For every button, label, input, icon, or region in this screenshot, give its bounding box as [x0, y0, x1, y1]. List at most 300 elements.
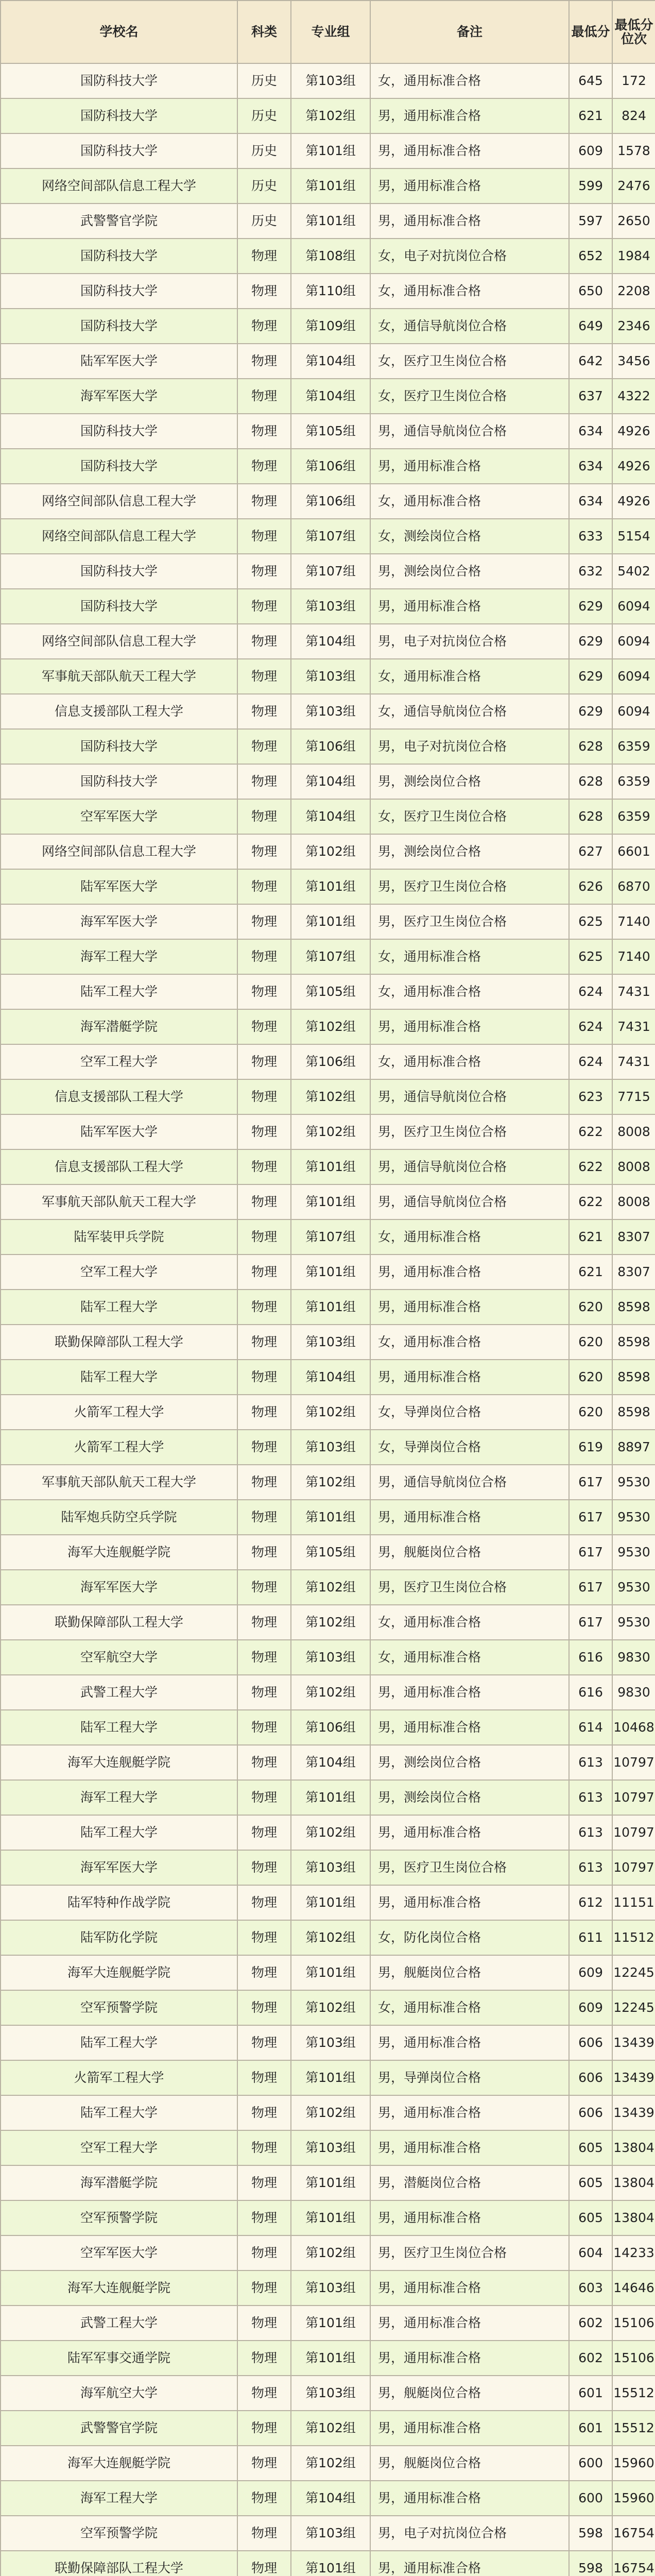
table-row: [1, 799, 655, 834]
remarks-cell: 女，医疗卫生岗位合格: [370, 799, 569, 834]
subject-category-cell: 物理: [237, 2165, 291, 2200]
table-row: [1, 1640, 655, 1675]
table-row: [1, 589, 655, 624]
remarks-cell: 女，通用标准合格: [370, 974, 569, 1009]
school-name-cell: 陆军工程大学: [1, 1710, 237, 1745]
subject-category-cell: 物理: [237, 869, 291, 904]
remarks-cell: 男，通用标准合格: [370, 1290, 569, 1325]
header-min-score: 最低分: [569, 1, 612, 63]
min-rank-cell: 6870: [612, 869, 655, 904]
subject-category-cell: 历史: [237, 133, 291, 168]
school-name-cell: 海军军医大学: [1, 904, 237, 939]
min-score-cell: 634: [569, 414, 612, 449]
school-name-cell: 信息支援部队工程大学: [1, 1079, 237, 1114]
min-rank-cell: 9530: [612, 1570, 655, 1605]
major-group-cell: 第102组: [291, 1395, 370, 1430]
school-name-cell: 空军工程大学: [1, 2130, 237, 2165]
remarks-cell: 男，通信导航岗位合格: [370, 414, 569, 449]
min-score-cell: 634: [569, 449, 612, 484]
min-rank-cell: 4926: [612, 484, 655, 519]
subject-category-cell: 物理: [237, 1885, 291, 1920]
table-row: [1, 904, 655, 939]
subject-category-cell: 物理: [237, 2341, 291, 2376]
min-score-cell: 625: [569, 939, 612, 974]
table-row: [1, 274, 655, 309]
subject-category-cell: 物理: [237, 1290, 291, 1325]
min-rank-cell: 8598: [612, 1360, 655, 1395]
remarks-cell: 男，通用标准合格: [370, 168, 569, 204]
min-rank-cell: 7140: [612, 939, 655, 974]
school-name-cell: 国防科技大学: [1, 554, 237, 589]
remarks-cell: 男，电子对抗岗位合格: [370, 2516, 569, 2551]
major-group-cell: 第102组: [291, 98, 370, 133]
major-group-cell: 第102组: [291, 2095, 370, 2130]
major-group-cell: 第106组: [291, 1710, 370, 1745]
min-score-cell: 614: [569, 1710, 612, 1745]
table-row: [1, 168, 655, 204]
subject-category-cell: 物理: [237, 2130, 291, 2165]
remarks-cell: 男，导弹岗位合格: [370, 2060, 569, 2095]
table-row: [1, 2200, 655, 2235]
remarks-cell: 男，通用标准合格: [370, 1885, 569, 1920]
major-group-cell: 第101组: [291, 1955, 370, 1990]
remarks-cell: 女，通信导航岗位合格: [370, 694, 569, 729]
school-name-cell: 海军大连舰艇学院: [1, 1955, 237, 1990]
school-name-cell: 国防科技大学: [1, 98, 237, 133]
table-row: [1, 2376, 655, 2411]
table-row: [1, 2306, 655, 2341]
min-score-cell: 623: [569, 1079, 612, 1114]
min-score-cell: 620: [569, 1290, 612, 1325]
remarks-cell: 男，医疗卫生岗位合格: [370, 1114, 569, 1149]
subject-category-cell: 物理: [237, 2446, 291, 2481]
min-score-cell: 621: [569, 98, 612, 133]
table-row: [1, 1009, 655, 1044]
subject-category-cell: 物理: [237, 1465, 291, 1500]
min-rank-cell: 8307: [612, 1255, 655, 1290]
major-group-cell: 第101组: [291, 204, 370, 239]
school-name-cell: 陆军军医大学: [1, 869, 237, 904]
min-rank-cell: 4322: [612, 379, 655, 414]
min-rank-cell: 14646: [612, 2270, 655, 2306]
school-name-cell: 国防科技大学: [1, 274, 237, 309]
min-rank-cell: 4926: [612, 414, 655, 449]
min-score-cell: 613: [569, 1815, 612, 1850]
min-rank-cell: 2476: [612, 168, 655, 204]
school-name-cell: 武警警官学院: [1, 2411, 237, 2446]
remarks-cell: 男，通用标准合格: [370, 2306, 569, 2341]
major-group-cell: 第101组: [291, 1500, 370, 1535]
min-rank-cell: 6359: [612, 729, 655, 764]
min-rank-cell: 1984: [612, 239, 655, 274]
major-group-cell: 第104组: [291, 344, 370, 379]
min-score-cell: 624: [569, 1009, 612, 1044]
table-row: [1, 1044, 655, 1079]
remarks-cell: 女，通信导航岗位合格: [370, 309, 569, 344]
remarks-cell: 女，通用标准合格: [370, 63, 569, 98]
subject-category-cell: 历史: [237, 204, 291, 239]
subject-category-cell: 物理: [237, 1955, 291, 1990]
table-row: [1, 1885, 655, 1920]
school-name-cell: 国防科技大学: [1, 414, 237, 449]
major-group-cell: 第101组: [291, 133, 370, 168]
school-name-cell: 火箭军工程大学: [1, 2060, 237, 2095]
table-row: [1, 974, 655, 1009]
header-remarks: 备注: [370, 1, 569, 63]
min-score-cell: 612: [569, 1885, 612, 1920]
subject-category-cell: 物理: [237, 1990, 291, 2025]
table-row: [1, 1535, 655, 1570]
min-score-cell: 634: [569, 484, 612, 519]
subject-category-cell: 物理: [237, 764, 291, 799]
school-name-cell: 海军航空大学: [1, 2376, 237, 2411]
remarks-cell: 男，通用标准合格: [370, 1815, 569, 1850]
subject-category-cell: 物理: [237, 1640, 291, 1675]
major-group-cell: 第104组: [291, 379, 370, 414]
school-name-cell: 陆军工程大学: [1, 1815, 237, 1850]
min-rank-cell: 172: [612, 63, 655, 98]
header-major-group: 专业组: [291, 1, 370, 63]
min-rank-cell: 7431: [612, 1044, 655, 1079]
subject-category-cell: 物理: [237, 1149, 291, 1184]
min-rank-cell: 2346: [612, 309, 655, 344]
min-rank-cell: 824: [612, 98, 655, 133]
min-score-cell: 628: [569, 799, 612, 834]
table-row: [1, 1710, 655, 1745]
subject-category-cell: 物理: [237, 2095, 291, 2130]
major-group-cell: 第102组: [291, 2446, 370, 2481]
table-row: [1, 1219, 655, 1255]
subject-category-cell: 物理: [237, 1184, 291, 1219]
major-group-cell: 第101组: [291, 1290, 370, 1325]
min-rank-cell: 8897: [612, 1430, 655, 1465]
remarks-cell: 女，通用标准合格: [370, 1044, 569, 1079]
min-score-cell: 601: [569, 2376, 612, 2411]
min-score-cell: 620: [569, 1360, 612, 1395]
min-score-cell: 619: [569, 1430, 612, 1465]
school-name-cell: 空军军医大学: [1, 2235, 237, 2270]
table-row: [1, 2446, 655, 2481]
min-rank-cell: 4926: [612, 449, 655, 484]
min-score-cell: 632: [569, 554, 612, 589]
remarks-cell: 男，医疗卫生岗位合格: [370, 2235, 569, 2270]
major-group-cell: 第102组: [291, 1009, 370, 1044]
major-group-cell: 第103组: [291, 1430, 370, 1465]
table-row: [1, 1745, 655, 1780]
school-name-cell: 武警警官学院: [1, 204, 237, 239]
table-row: [1, 239, 655, 274]
school-name-cell: 信息支援部队工程大学: [1, 694, 237, 729]
subject-category-cell: 历史: [237, 98, 291, 133]
min-score-cell: 628: [569, 764, 612, 799]
min-score-cell: 621: [569, 1219, 612, 1255]
table-row: [1, 2270, 655, 2306]
major-group-cell: 第101组: [291, 2165, 370, 2200]
major-group-cell: 第102组: [291, 2235, 370, 2270]
table-row: [1, 1990, 655, 2025]
min-rank-cell: 15106: [612, 2306, 655, 2341]
school-name-cell: 海军军医大学: [1, 379, 237, 414]
min-rank-cell: 10468: [612, 1710, 655, 1745]
major-group-cell: 第103组: [291, 2270, 370, 2306]
min-score-cell: 609: [569, 133, 612, 168]
min-rank-cell: 13804: [612, 2130, 655, 2165]
school-name-cell: 火箭军工程大学: [1, 1430, 237, 1465]
min-score-cell: 629: [569, 624, 612, 659]
subject-category-cell: 物理: [237, 1745, 291, 1780]
remarks-cell: 男，通信导航岗位合格: [370, 1465, 569, 1500]
remarks-cell: 女，医疗卫生岗位合格: [370, 344, 569, 379]
school-name-cell: 海军工程大学: [1, 1780, 237, 1815]
remarks-cell: 女，通用标准合格: [370, 1605, 569, 1640]
min-rank-cell: 7431: [612, 1009, 655, 1044]
school-name-cell: 海军潜艇学院: [1, 1009, 237, 1044]
remarks-cell: 男，医疗卫生岗位合格: [370, 1850, 569, 1885]
min-score-cell: 621: [569, 1255, 612, 1290]
major-group-cell: 第101组: [291, 2341, 370, 2376]
table-row: [1, 1255, 655, 1290]
min-score-cell: 609: [569, 1955, 612, 1990]
major-group-cell: 第106组: [291, 729, 370, 764]
subject-category-cell: 物理: [237, 1114, 291, 1149]
min-score-cell: 626: [569, 869, 612, 904]
major-group-cell: 第108组: [291, 239, 370, 274]
table-row: [1, 1500, 655, 1535]
subject-category-cell: 物理: [237, 1605, 291, 1640]
min-score-cell: 624: [569, 1044, 612, 1079]
remarks-cell: 男，医疗卫生岗位合格: [370, 904, 569, 939]
major-group-cell: 第103组: [291, 2376, 370, 2411]
table-row: [1, 1079, 655, 1114]
remarks-cell: 男，电子对抗岗位合格: [370, 729, 569, 764]
table-row: [1, 1184, 655, 1219]
min-score-cell: 625: [569, 904, 612, 939]
school-name-cell: 空军预警学院: [1, 2516, 237, 2551]
major-group-cell: 第101组: [291, 2551, 370, 2576]
subject-category-cell: 物理: [237, 2551, 291, 2576]
remarks-cell: 男，通信导航岗位合格: [370, 1184, 569, 1219]
min-score-cell: 606: [569, 2060, 612, 2095]
min-rank-cell: 8598: [612, 1325, 655, 1360]
min-score-cell: 600: [569, 2446, 612, 2481]
min-score-cell: 606: [569, 2095, 612, 2130]
school-name-cell: 军事航天部队航天工程大学: [1, 1184, 237, 1219]
min-score-cell: 606: [569, 2025, 612, 2060]
min-score-cell: 600: [569, 2481, 612, 2516]
remarks-cell: 男，通用标准合格: [370, 2481, 569, 2516]
min-score-cell: 604: [569, 2235, 612, 2270]
subject-category-cell: 物理: [237, 2411, 291, 2446]
min-score-cell: 620: [569, 1325, 612, 1360]
remarks-cell: 男，通用标准合格: [370, 2200, 569, 2235]
school-name-cell: 海军工程大学: [1, 2481, 237, 2516]
major-group-cell: 第101组: [291, 1184, 370, 1219]
major-group-cell: 第102组: [291, 1465, 370, 1500]
min-rank-cell: 8598: [612, 1290, 655, 1325]
min-score-cell: 613: [569, 1780, 612, 1815]
table-row: [1, 2130, 655, 2165]
min-rank-cell: 5154: [612, 519, 655, 554]
remarks-cell: 男，通用标准合格: [370, 1500, 569, 1535]
school-name-cell: 陆军工程大学: [1, 2095, 237, 2130]
table-row: [1, 1780, 655, 1815]
min-score-cell: 617: [569, 1570, 612, 1605]
subject-category-cell: 物理: [237, 1009, 291, 1044]
school-name-cell: 空军预警学院: [1, 2200, 237, 2235]
min-rank-cell: 6601: [612, 834, 655, 869]
remarks-cell: 男，舰艇岗位合格: [370, 2376, 569, 2411]
min-rank-cell: 9830: [612, 1675, 655, 1710]
table-row: [1, 2516, 655, 2551]
remarks-cell: 男，医疗卫生岗位合格: [370, 1570, 569, 1605]
subject-category-cell: 物理: [237, 2025, 291, 2060]
remarks-cell: 男，测绘岗位合格: [370, 834, 569, 869]
table-row: [1, 694, 655, 729]
min-rank-cell: 8307: [612, 1219, 655, 1255]
major-group-cell: 第102组: [291, 1079, 370, 1114]
major-group-cell: 第102组: [291, 2411, 370, 2446]
min-score-cell: 637: [569, 379, 612, 414]
min-score-cell: 622: [569, 1149, 612, 1184]
table-row: [1, 1605, 655, 1640]
remarks-cell: 男，通用标准合格: [370, 133, 569, 168]
min-score-cell: 617: [569, 1535, 612, 1570]
major-group-cell: 第106组: [291, 484, 370, 519]
table-row: [1, 414, 655, 449]
table-row: [1, 204, 655, 239]
table-row: [1, 309, 655, 344]
subject-category-cell: 物理: [237, 1710, 291, 1745]
subject-category-cell: 物理: [237, 274, 291, 309]
table-row: [1, 659, 655, 694]
remarks-cell: 男，通用标准合格: [370, 2411, 569, 2446]
subject-category-cell: 物理: [237, 449, 291, 484]
subject-category-cell: 物理: [237, 1675, 291, 1710]
remarks-cell: 男，医疗卫生岗位合格: [370, 869, 569, 904]
school-name-cell: 国防科技大学: [1, 133, 237, 168]
table-row: [1, 1395, 655, 1430]
major-group-cell: 第107组: [291, 519, 370, 554]
subject-category-cell: 物理: [237, 554, 291, 589]
subject-category-cell: 物理: [237, 2481, 291, 2516]
major-group-cell: 第102组: [291, 1815, 370, 1850]
min-score-cell: 605: [569, 2165, 612, 2200]
table-row: [1, 519, 655, 554]
school-name-cell: 国防科技大学: [1, 63, 237, 98]
min-score-cell: 629: [569, 659, 612, 694]
min-rank-cell: 8008: [612, 1149, 655, 1184]
table-row: [1, 1290, 655, 1325]
remarks-cell: 女，通用标准合格: [370, 1640, 569, 1675]
major-group-cell: 第103组: [291, 589, 370, 624]
major-group-cell: 第103组: [291, 2025, 370, 2060]
remarks-cell: 女，通用标准合格: [370, 1219, 569, 1255]
table-row: [1, 98, 655, 133]
table-row: [1, 2341, 655, 2376]
min-rank-cell: 15960: [612, 2481, 655, 2516]
major-group-cell: 第105组: [291, 1535, 370, 1570]
min-rank-cell: 14233: [612, 2235, 655, 2270]
table-row: [1, 2411, 655, 2446]
school-name-cell: 海军大连舰艇学院: [1, 1535, 237, 1570]
min-rank-cell: 12245: [612, 1990, 655, 2025]
min-rank-cell: 6094: [612, 624, 655, 659]
min-score-cell: 603: [569, 2270, 612, 2306]
remarks-cell: 女，导弹岗位合格: [370, 1430, 569, 1465]
major-group-cell: 第103组: [291, 1850, 370, 1885]
table-row: [1, 1114, 655, 1149]
subject-category-cell: 物理: [237, 589, 291, 624]
school-name-cell: 陆军工程大学: [1, 974, 237, 1009]
table-row: [1, 1360, 655, 1395]
min-rank-cell: 8008: [612, 1184, 655, 1219]
major-group-cell: 第107组: [291, 1219, 370, 1255]
subject-category-cell: 物理: [237, 1780, 291, 1815]
subject-category-cell: 物理: [237, 1395, 291, 1430]
school-name-cell: 网络空间部队信息工程大学: [1, 519, 237, 554]
major-group-cell: 第104组: [291, 1745, 370, 1780]
min-score-cell: 602: [569, 2306, 612, 2341]
school-name-cell: 国防科技大学: [1, 589, 237, 624]
remarks-cell: 男，舰艇岗位合格: [370, 1955, 569, 1990]
min-rank-cell: 13804: [612, 2200, 655, 2235]
min-score-cell: 645: [569, 63, 612, 98]
min-rank-cell: 9830: [612, 1640, 655, 1675]
remarks-cell: 男，通用标准合格: [370, 1675, 569, 1710]
school-name-cell: 国防科技大学: [1, 729, 237, 764]
min-rank-cell: 2650: [612, 204, 655, 239]
min-rank-cell: 16754: [612, 2551, 655, 2576]
min-score-cell: 628: [569, 729, 612, 764]
major-group-cell: 第103组: [291, 2130, 370, 2165]
min-rank-cell: 10797: [612, 1745, 655, 1780]
min-rank-cell: 9530: [612, 1465, 655, 1500]
subject-category-cell: 物理: [237, 2060, 291, 2095]
major-group-cell: 第103组: [291, 2516, 370, 2551]
major-group-cell: 第104组: [291, 1360, 370, 1395]
subject-category-cell: 历史: [237, 168, 291, 204]
remarks-cell: 男，通用标准合格: [370, 1009, 569, 1044]
min-rank-cell: 6094: [612, 694, 655, 729]
min-score-cell: 613: [569, 1745, 612, 1780]
major-group-cell: 第103组: [291, 659, 370, 694]
major-group-cell: 第107组: [291, 554, 370, 589]
school-name-cell: 陆军军事交通学院: [1, 2341, 237, 2376]
remarks-cell: 男，通信导航岗位合格: [370, 1149, 569, 1184]
min-rank-cell: 15512: [612, 2411, 655, 2446]
min-rank-cell: 12245: [612, 1955, 655, 1990]
table-row: [1, 2165, 655, 2200]
school-name-cell: 武警工程大学: [1, 1675, 237, 1710]
major-group-cell: 第102组: [291, 1605, 370, 1640]
min-score-cell: 601: [569, 2411, 612, 2446]
subject-category-cell: 物理: [237, 1920, 291, 1955]
min-score-cell: 629: [569, 589, 612, 624]
min-score-cell: 627: [569, 834, 612, 869]
min-score-cell: 622: [569, 1184, 612, 1219]
school-name-cell: 空军军医大学: [1, 799, 237, 834]
table-row: [1, 379, 655, 414]
subject-category-cell: 物理: [237, 344, 291, 379]
remarks-cell: 男，测绘岗位合格: [370, 554, 569, 589]
remarks-cell: 男，通用标准合格: [370, 1360, 569, 1395]
school-name-cell: 国防科技大学: [1, 309, 237, 344]
subject-category-cell: 物理: [237, 1360, 291, 1395]
header-school-name: 学校名: [1, 1, 237, 63]
school-name-cell: 火箭军工程大学: [1, 1395, 237, 1430]
subject-category-cell: 物理: [237, 1255, 291, 1290]
min-score-cell: 609: [569, 1990, 612, 2025]
